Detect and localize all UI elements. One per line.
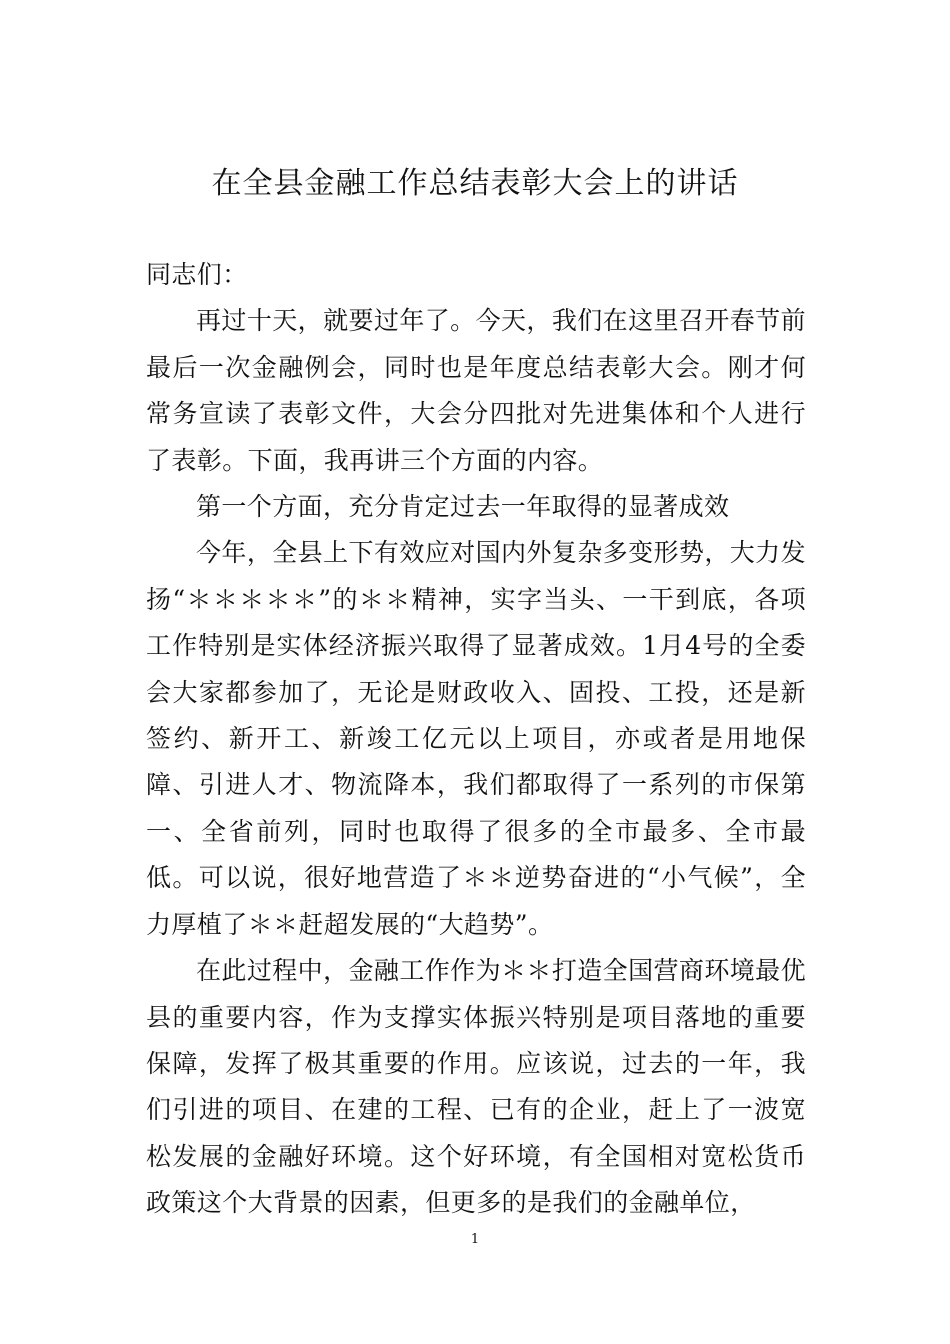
- paragraph-finance-role: 在此过程中，金融工作作为＊＊打造全国营商环境最优县的重要内容，作为支撑实体振兴特别是项目落地的重要保障，发挥了极其重要的作用。应该说，过去的一年，我们引进的项目、在建的工程、已有的企业，赶上了一波宽松发展的金融好环境。这个好环境，有全国相对宽松货币政策这个大背景的因素，但更多的是我们的金融单位，: [146, 956, 806, 1218]
- paragraph-achievements: 今年，全县上下有效应对国内外复杂多变形势，大力发扬“＊＊＊＊＊”的＊＊精神，实字当头、一干到底，各项工作特别是实体经济振兴取得了显著成效。1月4号的全委会大家都参加了，无论是财政收入、固投、工投，还是新签约、新开工、新竣工亿元以上项目，亦或者是用地保障、引进人才、物流降本，我们都取得了一系列的市保第一、全省前列，同时也取得了很多的全市最多、全市最低。可以说，很好地营造了＊＊逆势奋进的“小气候”，全力厚植了＊＊赶超发展的“大趋势”。: [146, 538, 806, 939]
- document-body: [146, 252, 806, 1227]
- document-title: 在全县金融工作总结表彰大会上的讲话: [211, 166, 739, 201]
- section-heading: 第一个方面，充分肯定过去一年取得的显著成效: [196, 492, 730, 522]
- page-number: 1: [470, 1232, 480, 1247]
- salutation: 同志们：: [146, 260, 248, 289]
- paragraph-opening: 再过十天，就要过年了。今天，我们在这里召开春节前最后一次金融例会，同时也是年度总结表彰大会。刚才何常务宣读了表彰文件，大会分四批对先进集体和个人进行了表彰。下面，我再讲三个方面的内容。: [146, 306, 806, 475]
